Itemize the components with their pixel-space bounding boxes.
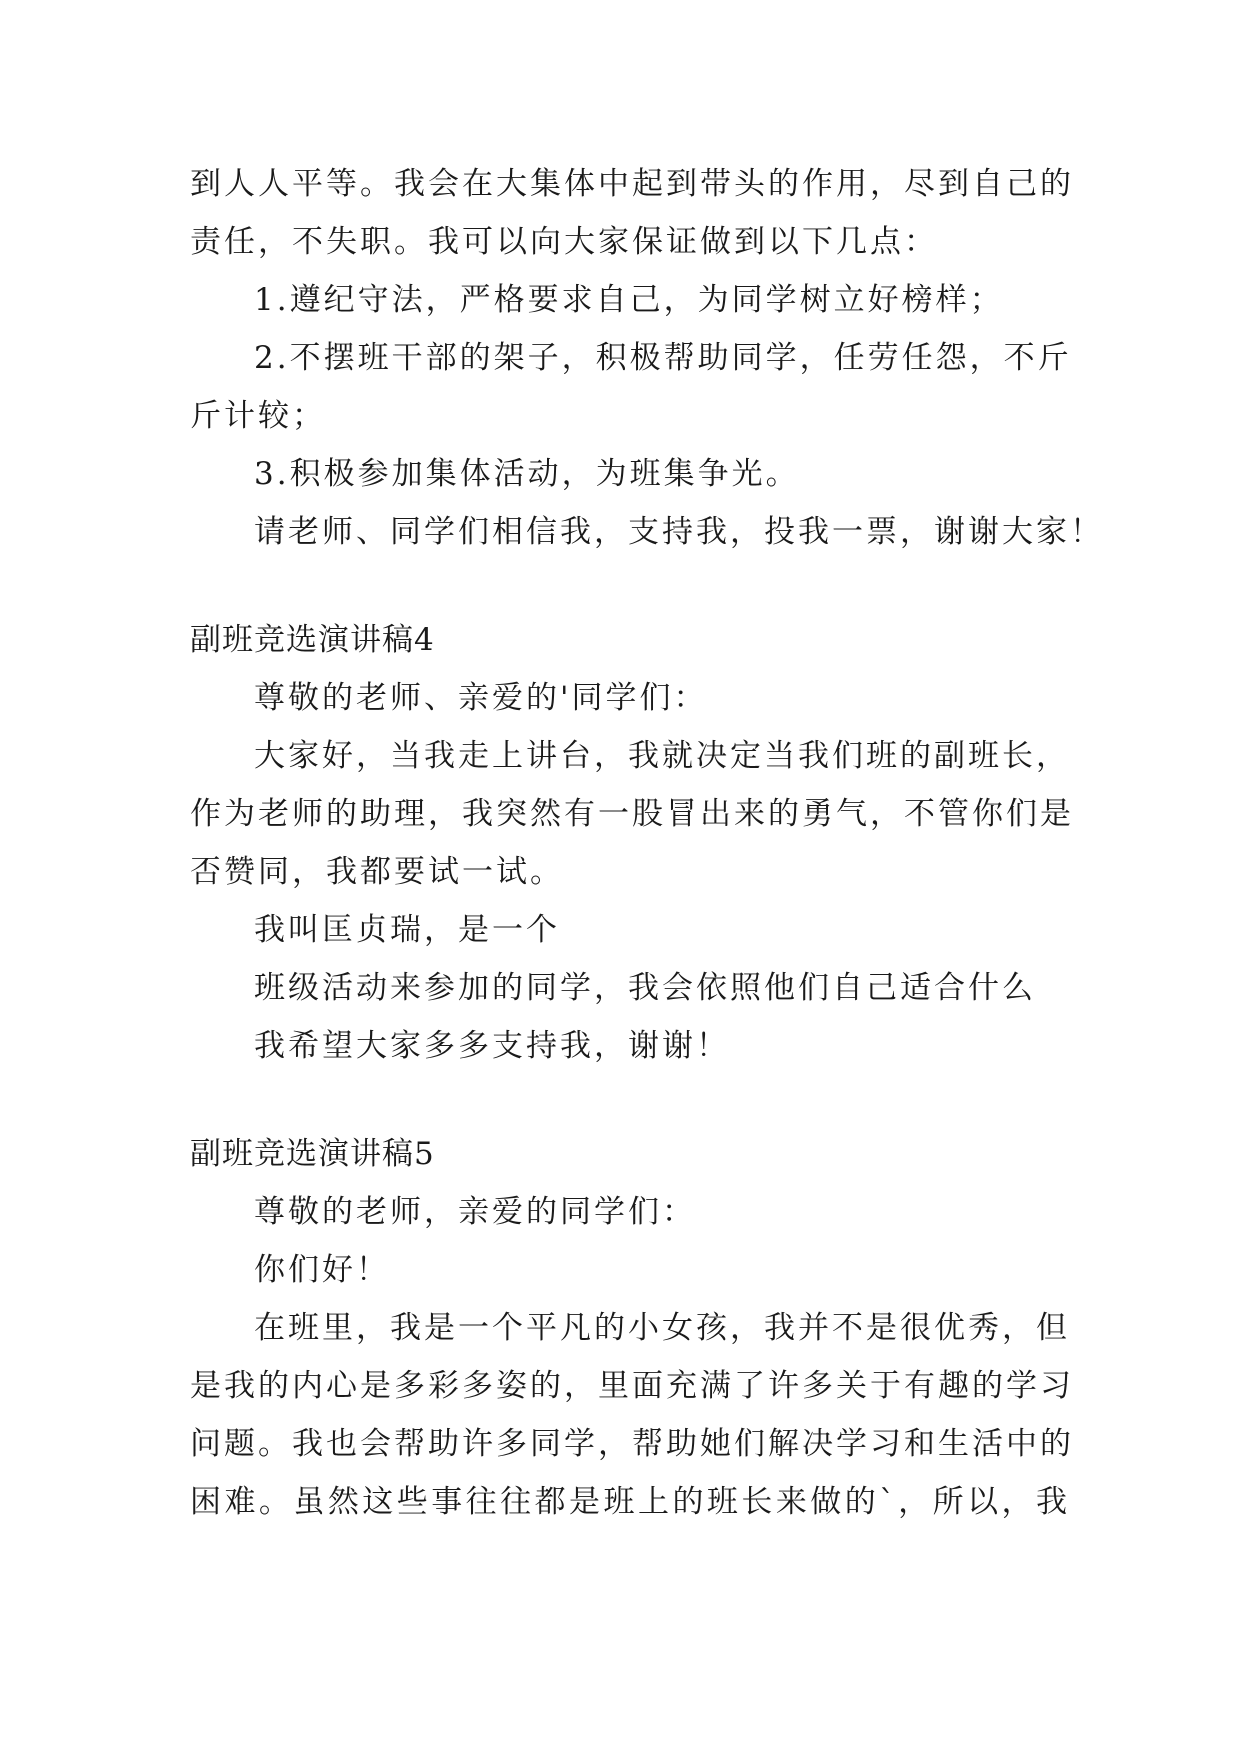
section-title: 副班竞选演讲稿5 <box>190 1136 435 1172</box>
paragraph-line: 是我的内心是多彩多姿的，里面充满了许多关于有趣的学习 <box>190 1368 1074 1404</box>
list-item: 3.积极参加集体活动，为班集争光。 <box>254 456 800 492</box>
document-page <box>190 155 1104 1531</box>
closing-line: 请老师、同学们相信我，支持我，投我一票，谢谢大家！ <box>254 514 1104 550</box>
paragraph-line: 我希望大家多多支持我，谢谢！ <box>254 1028 730 1064</box>
paragraph-line: 我叫匡贞瑞，是一个 <box>254 912 560 948</box>
greeting-line: 尊敬的老师，亲爱的同学们： <box>254 1194 696 1230</box>
greeting-line: 你们好！ <box>254 1252 390 1288</box>
paragraph-line: 困难。虽然这些事往往都是班上的班长来做的`，所以，我 <box>190 1484 1070 1520</box>
paragraph-line: 班级活动来参加的同学，我会依照他们自己适合什么 <box>254 970 1036 1006</box>
paragraph-line: 否赞同，我都要试一试。 <box>190 854 564 890</box>
paragraph-line: 在班里，我是一个平凡的小女孩，我并不是很优秀，但 <box>254 1310 1070 1346</box>
greeting-line: 尊敬的老师、亲爱的'同学们： <box>254 680 708 716</box>
list-item-continuation: 斤计较； <box>190 398 326 434</box>
paragraph-line: 大家好，当我走上讲台，我就决定当我们班的副班长， <box>254 738 1070 774</box>
section-gap <box>190 1075 1070 1125</box>
paragraph-line: 责任，不失职。我可以向大家保证做到以下几点： <box>190 224 938 260</box>
section-title: 副班竞选演讲稿4 <box>190 622 435 658</box>
list-item: 1.遵纪守法，严格要求自己，为同学树立好榜样； <box>254 282 1004 318</box>
paragraph-line: 作为老师的助理，我突然有一股冒出来的勇气，不管你们是 <box>190 796 1074 832</box>
paragraph-line: 到人人平等。我会在大集体中起到带头的作用，尽到自己的 <box>190 166 1074 202</box>
paragraph-line: 问题。我也会帮助许多同学，帮助她们解决学习和生活中的 <box>190 1426 1074 1462</box>
section-gap <box>190 561 1070 611</box>
list-item: 2.不摆班干部的架子，积极帮助同学，任劳任怨，不斤 <box>254 340 1072 376</box>
